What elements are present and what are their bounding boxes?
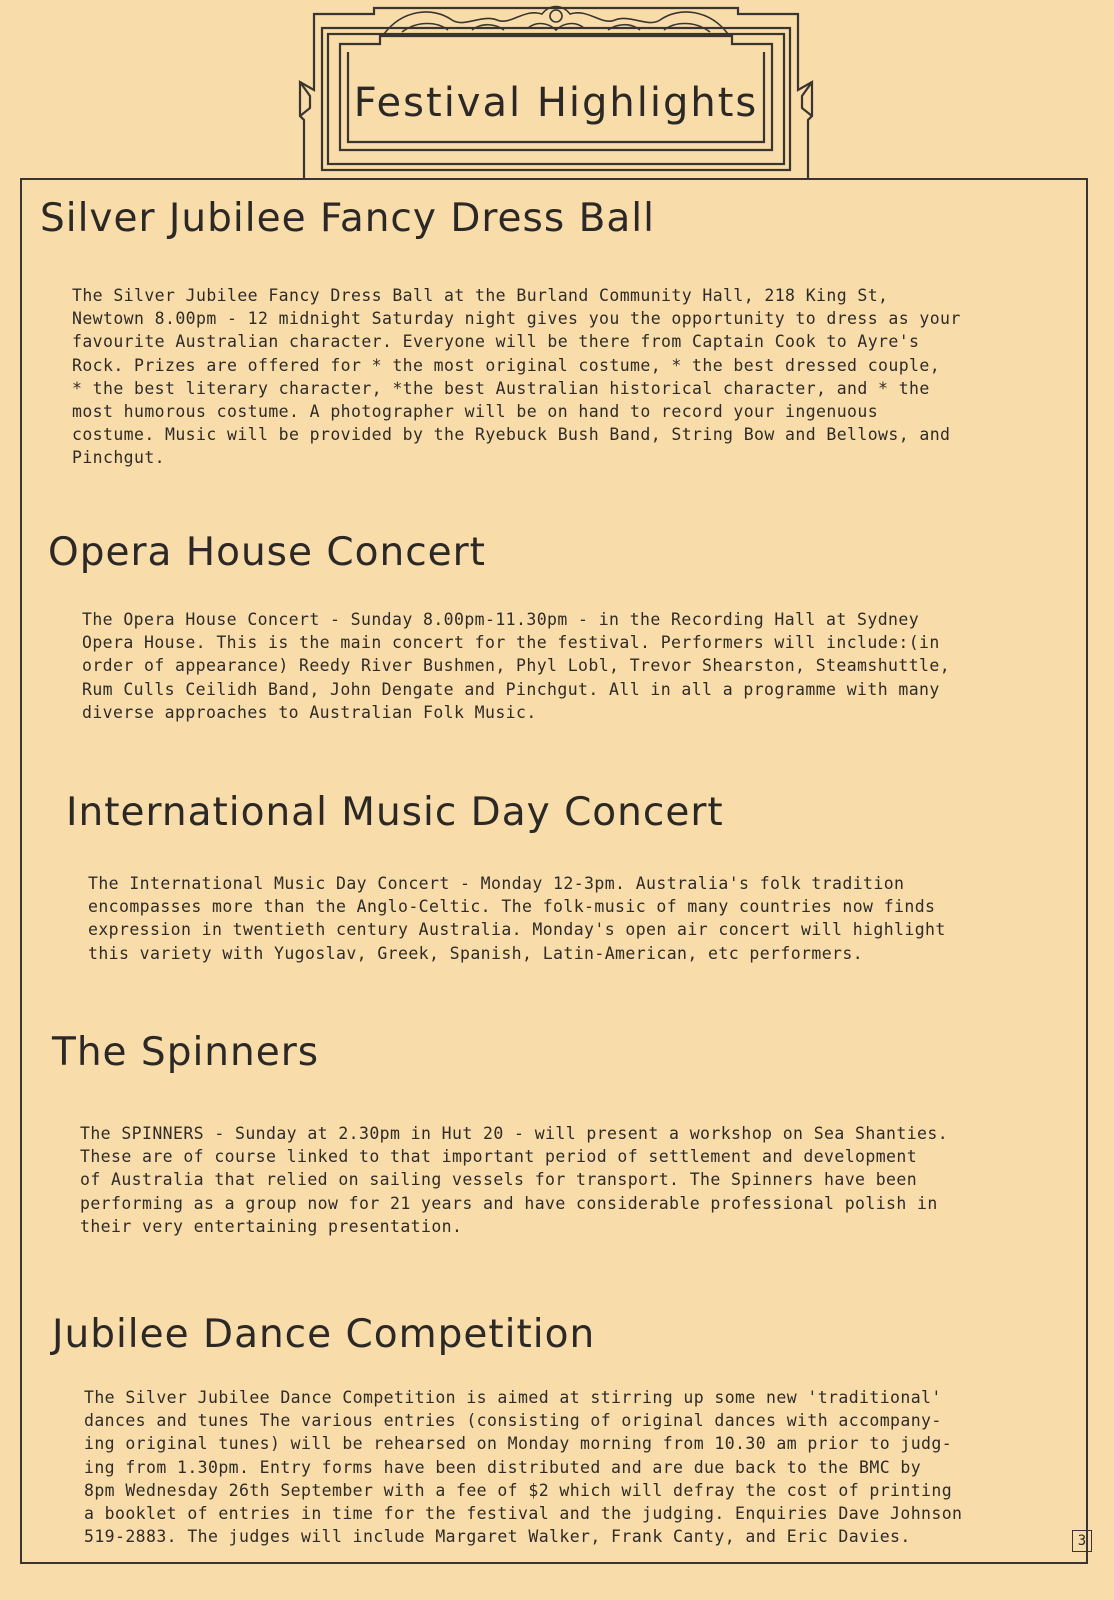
text-line: their very entertaining presentation.: [80, 1216, 463, 1236]
text-line: Newtown 8.00pm - 12 midnight Saturday night gives you the opportunity to dress as your: [72, 309, 961, 329]
page-title: Festival Highlights: [353, 80, 759, 126]
text-line: 8pm Wednesday 26th September with a fee of $2 which will defray the cost of printing: [84, 1480, 953, 1500]
text-line: of Australia that relied on sailing vessels for transport. The Spinners have been: [80, 1170, 918, 1190]
text-line: The Opera House Concert - Sunday 8.00pm-11.30pm - in the Recording Hall at Sydney: [82, 610, 920, 629]
section-title: Jubilee Dance Competition: [52, 1312, 596, 1357]
section-jubilee-dance-competition: [52, 1312, 595, 1357]
section-title: The Spinners: [52, 1030, 320, 1075]
text-line: this variety with Yugoslav, Greek, Spanish, Latin-American, etc performers.: [88, 943, 864, 963]
section-body: [82, 608, 950, 724]
text-line: costume. Music will be provided by the Ryebuck Bush Band, String Bow and Bellows, and: [72, 425, 951, 445]
text-line: favourite Australian character. Everyone will be there from Captain Cook to Ayre's: [72, 332, 920, 352]
text-line: expression in twentieth century Australia. Monday's open air concert will highlight: [88, 920, 946, 940]
section-title: International Music Day Concert: [66, 790, 724, 835]
text-line: encompasses more than the Anglo-Celtic. The folk-music of many countries now finds: [88, 897, 936, 917]
text-line: a booklet of entries in time for the festival and the judging. Enquiries Dave Johnson: [84, 1504, 963, 1524]
section-body: [80, 1122, 948, 1238]
text-line: The Silver Jubilee Fancy Dress Ball at the Burland Community Hall, 218 King St,: [72, 286, 889, 305]
text-line: The SPINNERS - Sunday at 2.30pm in Hut 20 - will present a workshop on Sea Shanties.: [80, 1124, 949, 1143]
text-line: * the best literary character, *the best Australian historical character, and * the: [72, 378, 930, 398]
header-plaque: [292, 0, 820, 182]
text-line: The International Music Day Concert - Monday 12-3pm. Australia's folk tradition: [88, 874, 905, 893]
text-line: ing original tunes) will be rehearsed on Monday morning from 10.30 am prior to judg-: [84, 1434, 953, 1454]
text-line: The Silver Jubilee Dance Competition is aimed at stirring up some new 'traditional': [84, 1388, 942, 1407]
section-title: Silver Jubilee Fancy Dress Ball: [40, 196, 655, 241]
section-international-music-day: [66, 790, 724, 835]
text-line: most humorous costume. A photographer will be on hand to record your ingenuous: [72, 402, 879, 422]
text-line: performing as a group now for 21 years and have considerable professional polish in: [80, 1193, 938, 1213]
text-line: Pinchgut.: [72, 448, 166, 468]
text-line: 519-2883. The judges will include Margaret Walker, Frank Canty, and Eric Davies.: [84, 1527, 911, 1547]
section-opera-house-concert: [48, 530, 486, 575]
section-title: Opera House Concert: [48, 530, 486, 575]
section-body: [72, 284, 961, 470]
text-line: order of appearance) Reedy River Bushmen, Phyl Lobl, Trevor Shearston, Steamshuttle,: [82, 656, 951, 676]
text-line: Opera House. This is the main concert for the festival. Performers will include:(in: [82, 633, 940, 653]
text-line: Rum Culls Ceilidh Band, John Dengate and Pinchgut. All in all a programme with many: [82, 679, 940, 699]
section-fancy-dress-ball: [40, 196, 655, 241]
text-line: dances and tunes The various entries (consisting of original dances with accompany-: [84, 1411, 942, 1431]
section-body: [84, 1386, 962, 1548]
section-body: [88, 872, 946, 965]
text-line: Rock. Prizes are offered for * the most original costume, * the best dressed couple,: [72, 355, 941, 375]
text-line: These are of course linked to that important period of settlement and development: [80, 1147, 918, 1167]
section-the-spinners: [52, 1030, 319, 1075]
page-number: 3: [1072, 1530, 1092, 1552]
text-line: diverse approaches to Australian Folk Music.: [82, 702, 537, 722]
text-line: ing from 1.30pm. Entry forms have been distributed and are due back to the BMC by: [84, 1457, 922, 1477]
